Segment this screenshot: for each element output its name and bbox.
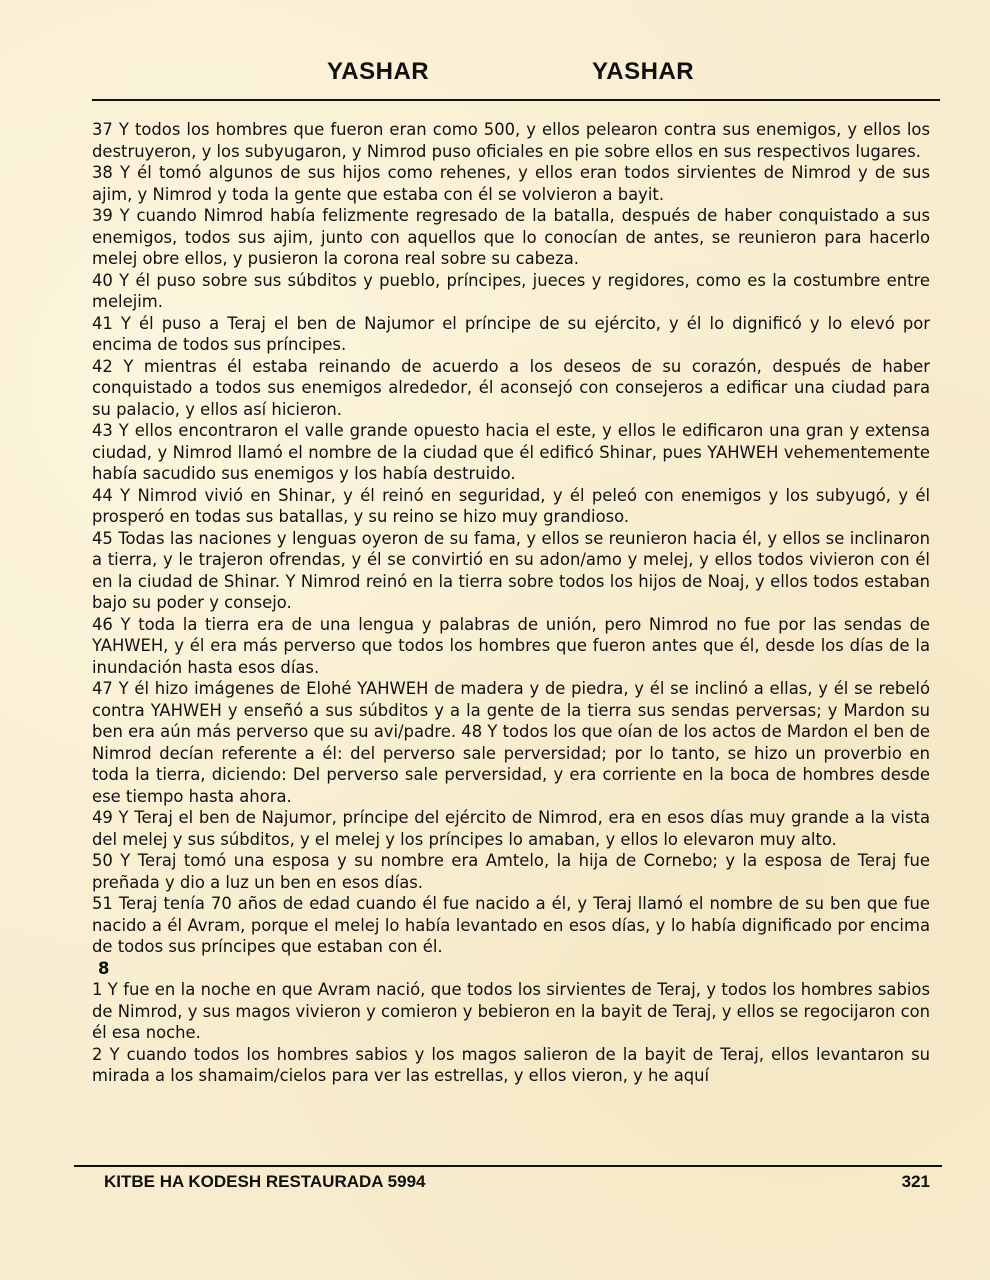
chapter-number: 8 <box>98 958 110 978</box>
verse-45: 45 Todas las naciones y lenguas oyeron de su fama, y ellos se reunieron hacia él, y ellos se inclinaron a tierra, y le trajeron ofrendas, y él se convirtió en su adon/amo y melej, y ellos todos vivieron con él en la ciudad de Shinar. Y Nimrod reinó en la tierra sobre todos los hijos de Noaj, y ellos todos estaban bajo su poder y consejo. <box>92 528 930 612</box>
verse-43: 43 Y ellos encontraron el valle grande opuesto hacia el este, y ellos le edificaron una gran y extensa ciudad, y Nimrod llamó el nombre de la ciudad que él edificó Shinar, pues YAHWEH vehementemente había sacudido sus enemigos y los había destruido. <box>92 421 930 483</box>
verse-50: 50 Y Teraj tomó una esposa y su nombre era Amtelo, la hija de Cornebo; y la esposa de Teraj fue preñada y dio a luz un ben en esos días. <box>92 851 930 892</box>
chapter-verse-1: 1 Y fue en la noche en que Avram nació, que todos los sirvientes de Teraj, y todos los hombres sabios de Nimrod, y sus magos vivieron y comieron y bebieron en la bayit de Teraj, y ellos se regocijaron con él esa noche. <box>92 980 930 1042</box>
verse-46: 46 Y toda la tierra era de una lengua y palabras de unión, pero Nimrod no fue por las sendas de YAHWEH, y él era más perverso que todos los hombres que fueron antes que él, desde los días de la inundación hasta esos días. <box>92 614 930 677</box>
verse-47: 47 Y él hizo imágenes de Elohé YAHWEH de madera y de piedra, y él se inclinó a ellas, y él se rebeló contra YAHWEH y enseñó a sus súbditos y a la gente de la tierra sus sendas perversas; y Mardon su ben era aún más perverso que su avi/padre. 48 Y todos los que oían de los actos de Mardon el ben de Nimrod decían referente a él: del perverso sale perversidad; por lo tanto, se hizo un proverbio en toda la tierra, diciendo: Del perverso sale perversidad, y era corriente en la boca de hombres desde ese tiempo hasta ahora. <box>92 679 930 806</box>
header-title-left: YASHAR <box>327 58 430 85</box>
verse-42: 42 Y mientras él estaba reinando de acuerdo a los deseos de su corazón, después de haber conquistado a todos sus enemigos alrededor, él aconsejó con consejeros a edificar una ciudad para su palacio, y ellos así hicieron. <box>92 356 930 419</box>
footer-page-number: 321 <box>901 1172 930 1191</box>
header-divider <box>92 99 940 101</box>
verse-39: 39 Y cuando Nimrod había felizmente regresado de la batalla, después de haber conquistado a sus enemigos, todos sus ajim, junto con aquellos que lo conocían de antes, se reunieron para hacerlo melej obre ellos, y pusieron la corona real sobre su cabeza. <box>92 206 930 268</box>
page-header <box>0 58 990 92</box>
verse-44: 44 Y Nimrod vivió en Shinar, y él reinó en seguridad, y él peleó con enemigos y los subyugó, y él prosperó en todas sus batallas, y su reino se hizo muy grandioso. <box>92 485 930 526</box>
verse-51: 51 Teraj tenía 70 años de edad cuando él fue nacido a él, y Teraj llamó el nombre de su ben que fue nacido a él Avram, porque el melej lo había levantado en esos días, y lo había dignificado por encima de todos sus príncipes que estaban con él. <box>92 894 930 956</box>
verse-38: 38 Y él tomó algunos de sus hijos como rehenes, y ellos eran todos sirvientes de Nimrod y de sus ajim, y Nimrod y toda la gente que estaba con él se volvieron a bayit. <box>92 163 930 204</box>
verse-49: 49 Y Teraj el ben de Najumor, príncipe del ejército de Nimrod, era en esos días muy grande a la vista del melej y sus súbditos, y el melej y los príncipes lo amaban, y ellos lo elevaron muy alto. <box>92 808 930 849</box>
verse-37: 37 Y todos los hombres que fueron eran como 500, y ellos pelearon contra sus enemigos, y ellos los destruyeron, y los subyugaron, y Nimrod puso oficiales en pie sobre ellos en sus respectivos lugares. <box>92 120 930 161</box>
verse-41: 41 Y él puso a Teraj el ben de Najumor el príncipe de su ejército, y él lo dignificó y lo elevó por encima de todos sus príncipes. <box>92 313 930 354</box>
footer-book-title: KITBE HA KODESH RESTAURADA 5994 <box>104 1172 426 1191</box>
footer-divider <box>74 1165 942 1167</box>
page-body <box>92 119 930 1149</box>
verse-40: 40 Y él puso sobre sus súbditos y pueblo, príncipes, jueces y regidores, como es la costumbre entre melejim. <box>92 270 930 311</box>
chapter-verse-2: 2 Y cuando todos los hombres sabios y los magos salieron de la bayit de Teraj, ellos levantaron su mirada a los shamaim/cielos para ver las estrellas, y ellos vieron, y he aquí <box>92 1044 930 1085</box>
header-title-right: YASHAR <box>592 58 695 85</box>
